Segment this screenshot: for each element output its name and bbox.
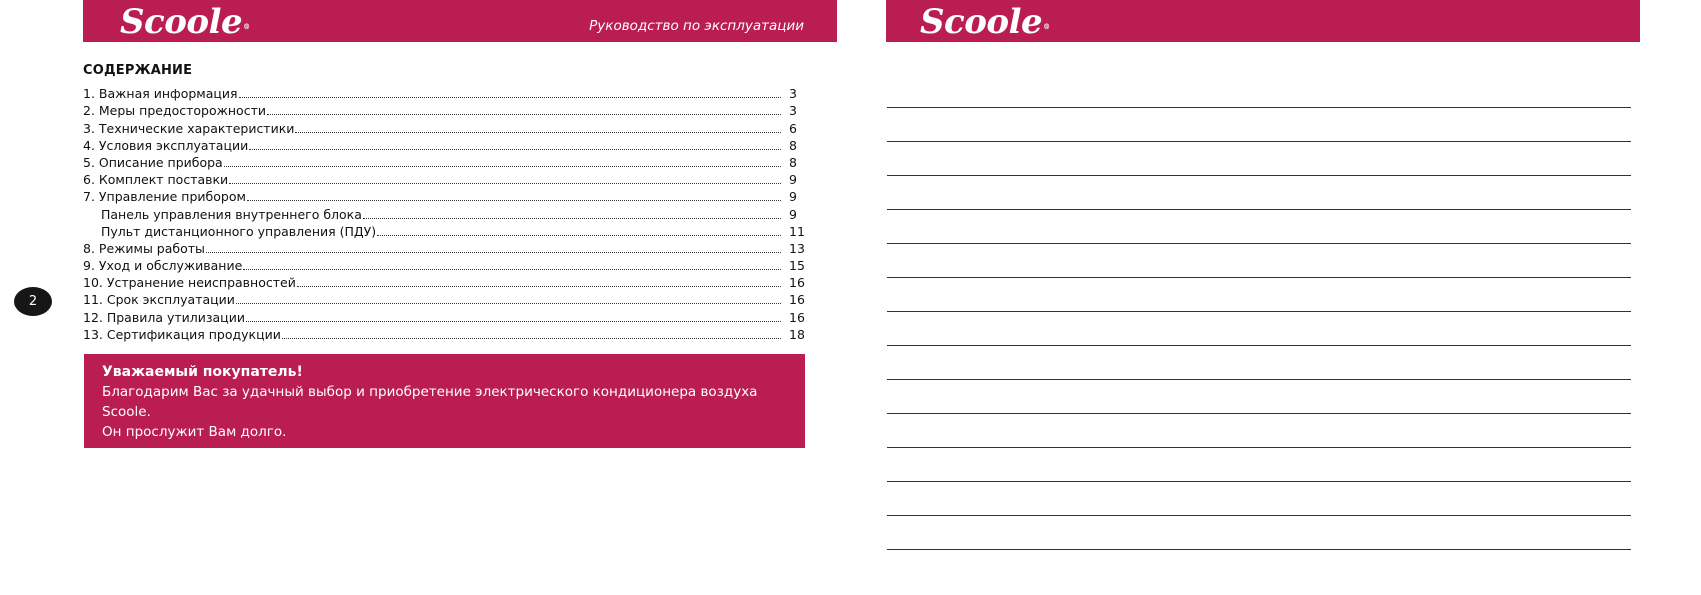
toc-entry-page: 9: [789, 189, 797, 205]
note-line: [887, 482, 1631, 516]
toc-entry-page: 18: [789, 326, 805, 342]
toc-heading: СОДЕРЖАНИЕ: [83, 63, 193, 78]
toc-entry-title: 8. Режимы работы: [83, 240, 205, 256]
left-page-header: [83, 0, 837, 42]
toc-entry: [83, 239, 805, 256]
logo-text: Scoole: [920, 2, 1043, 42]
toc-entry-page: 6: [789, 120, 797, 136]
note-line: [887, 448, 1631, 482]
toc-dot-leader: [297, 286, 781, 287]
note-line: [887, 74, 1631, 108]
toc-dot-leader: [229, 183, 781, 184]
toc-entry: [83, 118, 805, 135]
toc-entry-title: 10. Устранение неисправностей: [83, 275, 296, 291]
toc-entry: [83, 325, 805, 342]
welcome-text-line-2: Он прослужит Вам долго.: [102, 424, 287, 440]
toc-entry-title: 12. Правила утилизации: [83, 309, 245, 325]
toc-dot-leader: [206, 252, 781, 253]
toc-entry-title: Пульт дистанционного управления (ПДУ): [101, 223, 377, 239]
logo-text: Scoole: [120, 2, 243, 42]
toc-entry-page: 16: [789, 292, 805, 308]
welcome-text-line-1: Благодарим Вас за удачный выбор и приобретение электрического кондиционера воздуха Scoole.: [102, 384, 758, 420]
toc-entry-page: 16: [789, 309, 805, 325]
note-line: [887, 312, 1631, 346]
welcome-box: [84, 354, 805, 448]
toc-dot-leader: [295, 132, 781, 133]
toc-dot-leader: [243, 269, 781, 270]
note-line: [887, 108, 1631, 142]
registered-mark: ®: [243, 22, 250, 31]
toc-entry: [83, 222, 805, 239]
note-line: [887, 380, 1631, 414]
toc-entry: [83, 170, 805, 187]
toc-entry: [83, 136, 805, 153]
note-line: [887, 142, 1631, 176]
toc-entry-title: 6. Комплект поставки: [83, 172, 229, 188]
toc-entry-title: 1. Важная информация: [83, 86, 238, 102]
toc-entry-title: 13. Сертификация продукции: [83, 326, 281, 342]
toc-entry-page: 16: [789, 275, 805, 291]
toc-entry: [83, 84, 805, 101]
scoole-logo: [120, 2, 249, 42]
toc-dot-leader: [239, 97, 781, 98]
toc-entry: [83, 101, 805, 118]
toc-entry-title: 4. Условия эксплуатации: [83, 137, 249, 153]
toc-entry: [83, 256, 805, 273]
toc-dot-leader: [377, 235, 781, 236]
toc-dot-leader: [224, 166, 781, 167]
toc-dot-leader: [246, 321, 781, 322]
toc-entry: [83, 204, 805, 221]
toc-entry-page: 8: [789, 137, 797, 153]
welcome-title: Уважаемый покупатель!: [102, 364, 303, 380]
toc-entry-title: 5. Описание прибора: [83, 154, 223, 170]
toc-entry: [83, 273, 805, 290]
toc-entry-page: 3: [789, 86, 797, 102]
toc-entry: [83, 307, 805, 324]
note-line: [887, 346, 1631, 380]
page-number-badge: 2: [14, 287, 52, 316]
note-line: [887, 176, 1631, 210]
toc-entry: [83, 187, 805, 204]
toc-entry: [83, 290, 805, 307]
toc-dot-leader: [249, 149, 781, 150]
toc-dot-leader: [236, 303, 781, 304]
toc-dot-leader: [247, 200, 781, 201]
header-subtitle: Руководство по эксплуатации: [589, 18, 804, 34]
scoole-logo: [920, 2, 1049, 42]
note-line: [887, 244, 1631, 278]
toc-entry: [83, 153, 805, 170]
toc-entry-title: 7. Управление прибором: [83, 189, 246, 205]
note-line: [887, 278, 1631, 312]
toc-entry-title: Панель управления внутреннего блока: [101, 206, 362, 222]
toc-entry-page: 13: [789, 240, 805, 256]
toc-entry-page: 11: [789, 223, 805, 239]
toc-entry-title: 9. Уход и обслуживание: [83, 258, 243, 274]
registered-mark: ®: [1043, 22, 1050, 31]
note-line: [887, 414, 1631, 448]
right-page-header: [886, 0, 1640, 42]
toc-entry-page: 3: [789, 103, 797, 119]
toc-entry-page: 8: [789, 154, 797, 170]
table-of-contents: [83, 84, 805, 342]
toc-entry-title: 2. Меры предосторожности: [83, 103, 266, 119]
toc-dot-leader: [363, 218, 781, 219]
notes-lines: [887, 74, 1631, 550]
note-line: [887, 210, 1631, 244]
toc-entry-page: 9: [789, 172, 797, 188]
toc-entry-title: 3. Технические характеристики: [83, 120, 295, 136]
toc-dot-leader: [282, 338, 781, 339]
toc-dot-leader: [267, 114, 781, 115]
toc-entry-page: 9: [789, 206, 797, 222]
toc-entry-title: 11. Срок эксплуатации: [83, 292, 235, 308]
note-line: [887, 516, 1631, 550]
toc-entry-page: 15: [789, 258, 805, 274]
